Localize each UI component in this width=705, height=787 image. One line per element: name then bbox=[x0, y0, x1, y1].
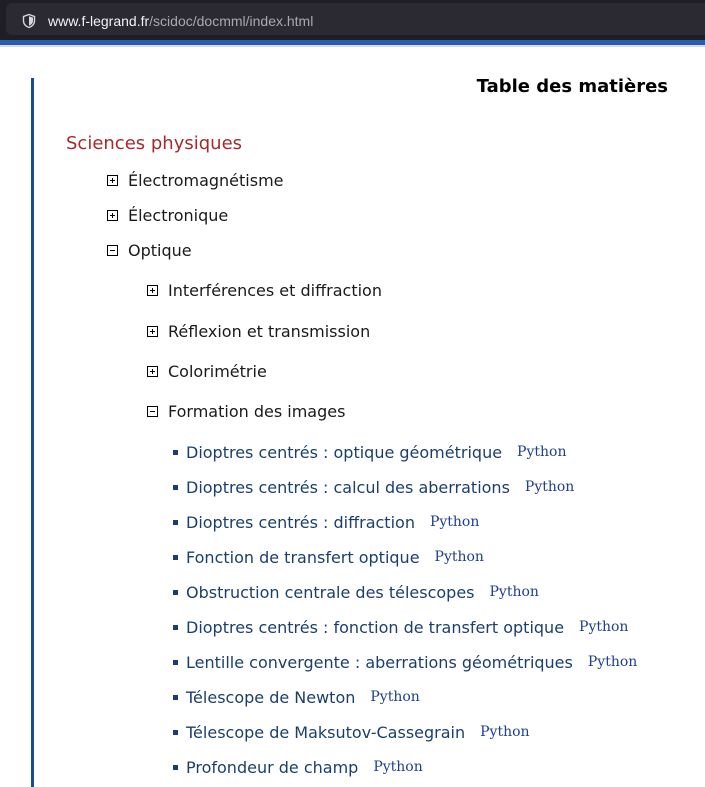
tree-node-colorimetrie[interactable] bbox=[147, 360, 267, 382]
url-text[interactable] bbox=[48, 13, 313, 29]
tree-node-reflexion[interactable] bbox=[147, 320, 370, 342]
python-link[interactable]: Python bbox=[489, 584, 539, 600]
item-link[interactable]: Lentille convergente : aberrations géométriques bbox=[186, 652, 573, 672]
bullet-icon bbox=[173, 660, 178, 665]
left-border-rule bbox=[31, 78, 34, 787]
shield-icon[interactable] bbox=[21, 13, 37, 29]
list-item bbox=[173, 686, 420, 708]
minus-box-icon[interactable] bbox=[107, 245, 118, 256]
bullet-icon bbox=[173, 765, 178, 770]
bullet-icon bbox=[173, 590, 178, 595]
item-link[interactable]: Dioptres centrés : optique géométrique bbox=[186, 442, 503, 462]
python-link[interactable]: Python bbox=[517, 444, 567, 460]
list-item bbox=[173, 511, 479, 533]
python-link[interactable]: Python bbox=[524, 479, 575, 495]
list-item bbox=[173, 476, 574, 498]
list-item bbox=[173, 651, 637, 673]
plus-box-icon[interactable] bbox=[147, 326, 158, 337]
plus-box-icon[interactable] bbox=[147, 285, 158, 296]
bullet-icon bbox=[173, 485, 178, 490]
list-item bbox=[173, 581, 539, 603]
tree-node-optique[interactable] bbox=[107, 239, 192, 261]
item-link[interactable]: Profondeur de champ bbox=[186, 757, 359, 777]
page-title: Table des matières bbox=[476, 76, 668, 97]
bullet-icon bbox=[173, 625, 178, 630]
list-item bbox=[173, 441, 566, 463]
tree-node-electromagnetisme[interactable] bbox=[107, 169, 284, 191]
tree-node-label: Colorimétrie bbox=[168, 361, 267, 381]
item-link[interactable]: Dioptres centrés : fonction de transfert optique bbox=[186, 617, 565, 637]
bullet-icon bbox=[173, 695, 178, 700]
item-link[interactable]: Télescope de Newton bbox=[186, 687, 356, 707]
item-link[interactable]: Fonction de transfert optique bbox=[186, 547, 420, 567]
python-link[interactable]: Python bbox=[579, 619, 629, 635]
list-item bbox=[173, 721, 530, 743]
item-link[interactable]: Dioptres centrés : diffraction bbox=[186, 512, 415, 532]
item-link[interactable]: Télescope de Maksutov-Cassegrain bbox=[186, 722, 466, 742]
list-item bbox=[173, 546, 484, 568]
item-link[interactable]: Obstruction centrale des télescopes bbox=[186, 582, 475, 602]
tree-node-formation-images[interactable] bbox=[147, 400, 345, 422]
bullet-icon bbox=[173, 450, 178, 455]
address-bar[interactable] bbox=[6, 3, 705, 35]
list-item bbox=[173, 616, 628, 638]
minus-box-icon[interactable] bbox=[147, 406, 158, 417]
toolbar-shadow bbox=[0, 45, 705, 47]
bullet-icon bbox=[173, 555, 178, 560]
python-link[interactable]: Python bbox=[480, 724, 530, 740]
tree-node-label: Électromagnétisme bbox=[128, 170, 284, 190]
python-link[interactable]: Python bbox=[370, 689, 420, 705]
tree-node-label: Réflexion et transmission bbox=[168, 321, 371, 341]
python-link[interactable]: Python bbox=[373, 759, 423, 775]
item-link[interactable]: Dioptres centrés : calcul des aberrations bbox=[186, 477, 510, 497]
tree-node-label: Formation des images bbox=[168, 401, 346, 421]
python-link[interactable]: Python bbox=[587, 654, 638, 670]
plus-box-icon[interactable] bbox=[107, 175, 118, 186]
tree-node-label: Optique bbox=[128, 240, 192, 260]
plus-box-icon[interactable] bbox=[147, 366, 158, 377]
tree-node-electronique[interactable] bbox=[107, 204, 228, 226]
tree-node-interferences[interactable] bbox=[147, 279, 382, 301]
plus-box-icon[interactable] bbox=[107, 210, 118, 221]
browser-toolbar bbox=[0, 0, 705, 40]
url-host: www.f-legrand.fr bbox=[48, 13, 150, 29]
url-path: /scidoc/docmml/index.html bbox=[149, 13, 314, 29]
python-link[interactable]: Python bbox=[429, 514, 480, 530]
bullet-icon bbox=[173, 520, 178, 525]
section-title: Sciences physiques bbox=[66, 133, 243, 154]
tree-node-label: Électronique bbox=[128, 205, 229, 225]
list-item bbox=[173, 756, 423, 778]
tree-node-label: Interférences et diffraction bbox=[168, 280, 382, 300]
bullet-icon bbox=[173, 730, 178, 735]
python-link[interactable]: Python bbox=[434, 549, 484, 565]
